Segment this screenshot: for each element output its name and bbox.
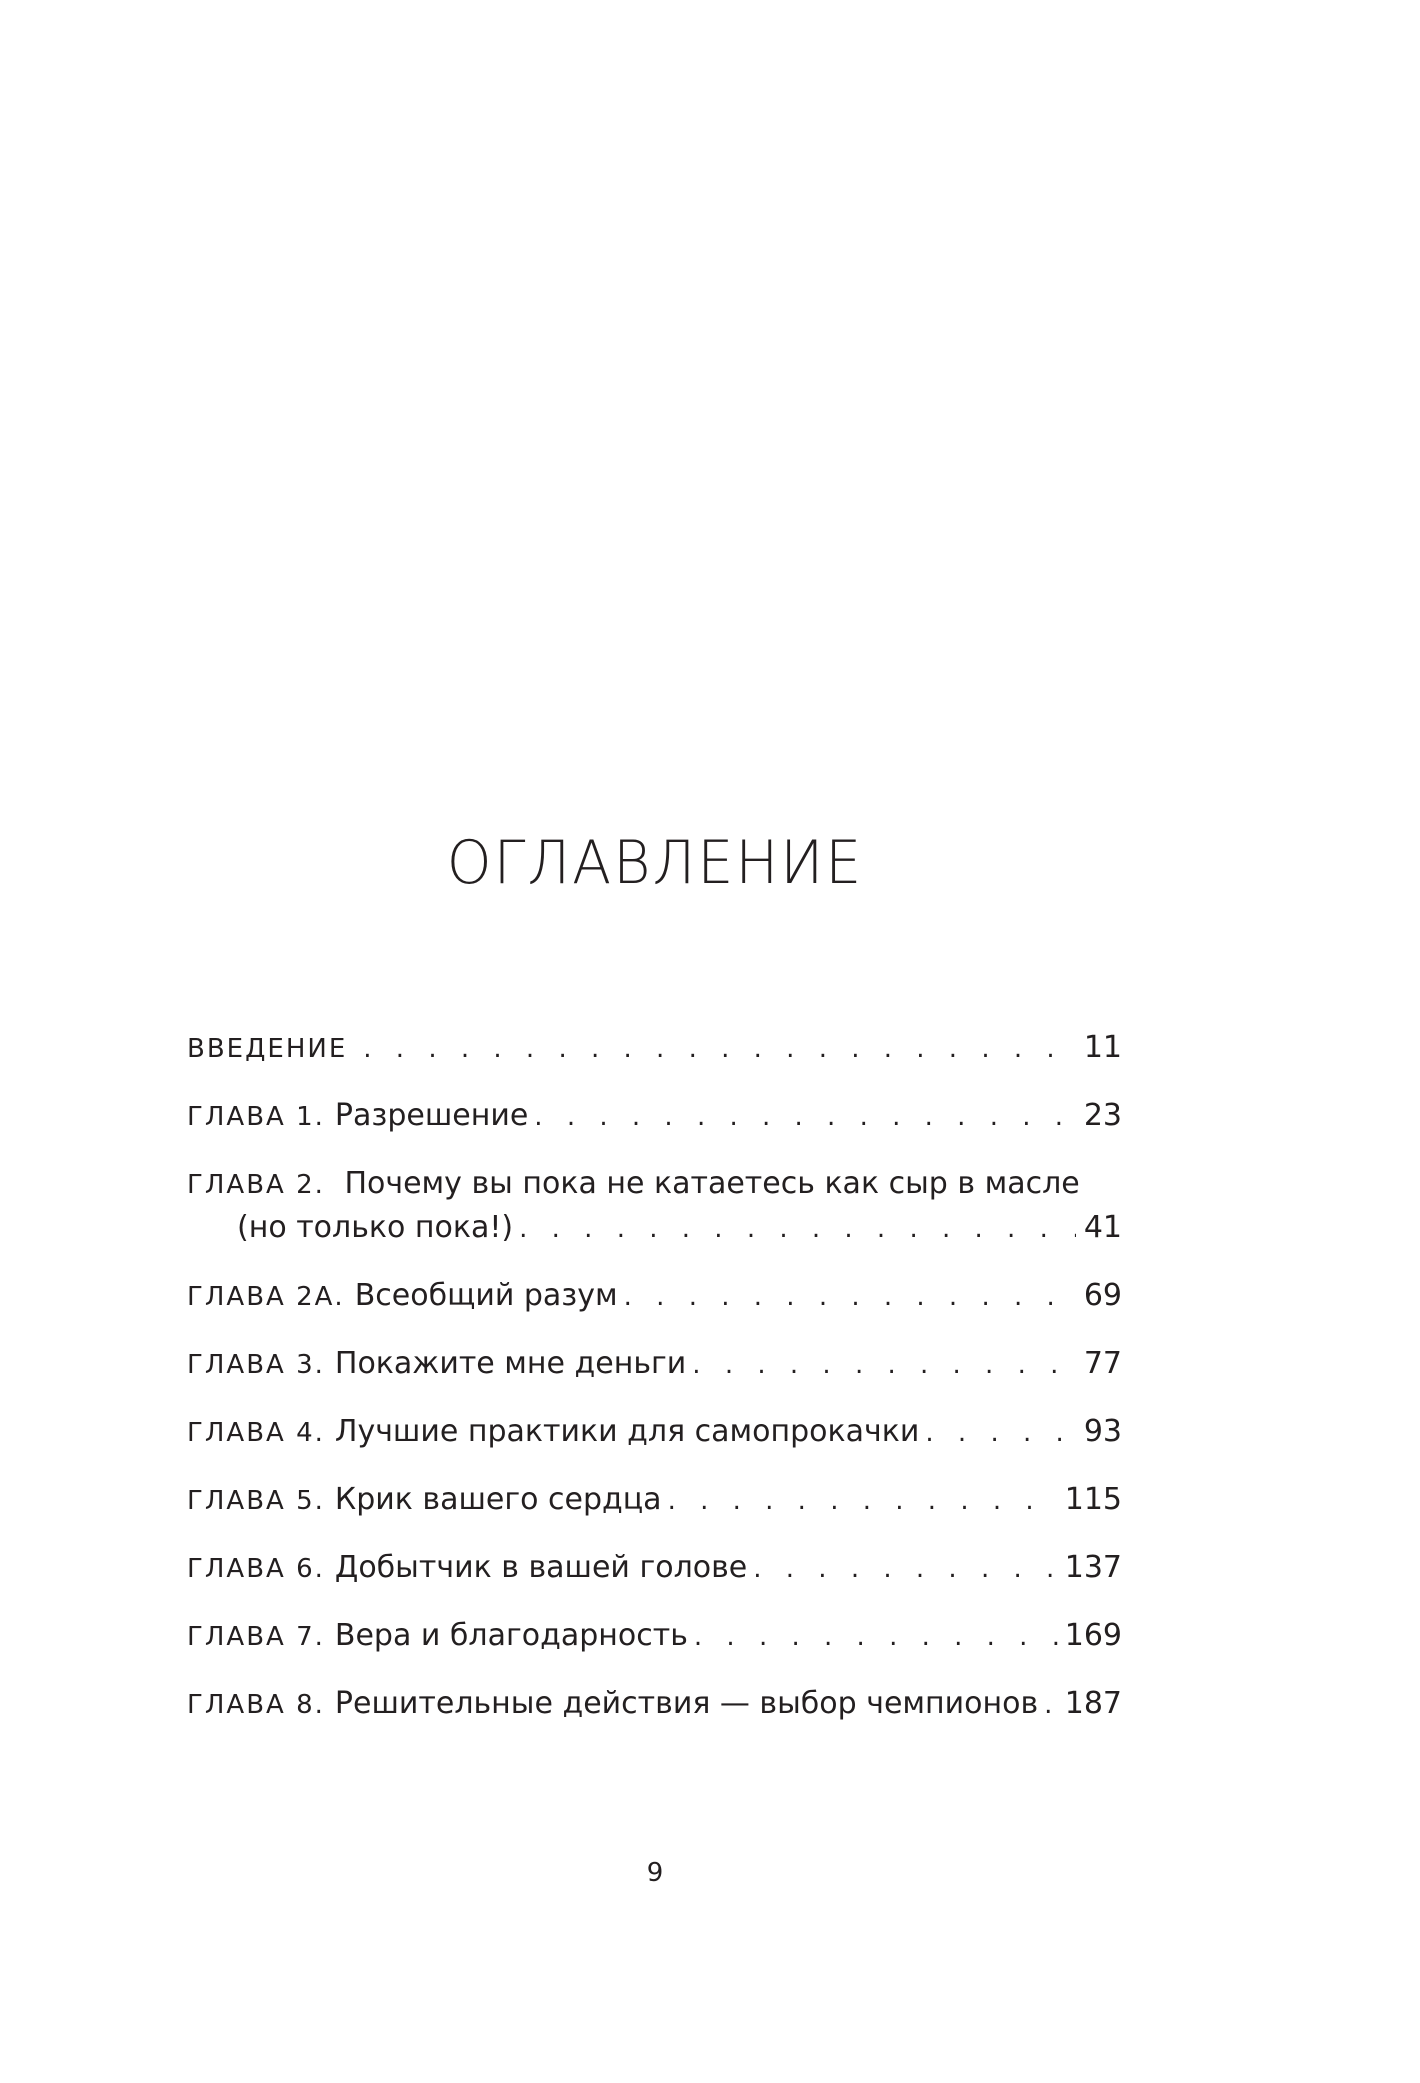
table-of-contents	[187, 1026, 1122, 1726]
dot-leader	[668, 1479, 1059, 1523]
toc-chapter-label: ГЛАВА 7.	[187, 1622, 325, 1652]
toc-entry-chapter-7[interactable]	[187, 1614, 1122, 1658]
toc-chapter-label: ГЛАВА 2А.	[187, 1282, 345, 1312]
dot-leader	[692, 1343, 1076, 1387]
toc-entry-chapter-6[interactable]	[187, 1546, 1122, 1590]
toc-page-number: 137	[1064, 1550, 1122, 1585]
toc-page-number: 23	[1083, 1098, 1122, 1133]
dot-leader	[694, 1615, 1059, 1659]
toc-page-number: 115	[1064, 1482, 1122, 1517]
toc-chapter-label: ГЛАВА 4.	[187, 1418, 325, 1448]
toc-chapter-label: ГЛАВА 3.	[187, 1350, 325, 1380]
page-title: ОГЛАВЛЕНИЕ	[446, 828, 864, 898]
toc-chapter-label: ГЛАВА 5.	[187, 1486, 325, 1516]
toc-chapter-label: ВВЕДЕНИЕ	[187, 1034, 348, 1064]
toc-chapter-title: Всеобщий разум	[354, 1278, 618, 1313]
toc-page-number: 77	[1083, 1346, 1122, 1381]
toc-chapter-label: ГЛАВА 1.	[187, 1102, 325, 1132]
toc-chapter-label: ГЛАВА 2.	[187, 1170, 325, 1200]
toc-entry-chapter-4[interactable]	[187, 1410, 1122, 1454]
toc-page-number: 93	[1083, 1414, 1122, 1449]
toc-chapter-title: Разрешение	[334, 1098, 529, 1133]
dot-leader	[753, 1547, 1059, 1591]
toc-chapter-label: ГЛАВА 6.	[187, 1554, 325, 1584]
dot-leader	[1044, 1683, 1059, 1727]
dot-leader	[363, 1027, 1076, 1071]
toc-entry-chapter-3[interactable]	[187, 1342, 1122, 1386]
toc-page-number: 41	[1083, 1210, 1122, 1245]
dot-leader	[519, 1207, 1076, 1251]
toc-chapter-title: Вера и благодарность	[334, 1618, 688, 1653]
toc-entry-chapter-2a[interactable]	[187, 1274, 1122, 1318]
toc-page-number: 187	[1064, 1686, 1122, 1721]
toc-entry-chapter-5[interactable]	[187, 1478, 1122, 1522]
toc-page-number: 11	[1083, 1030, 1122, 1065]
toc-entry-chapter-8[interactable]	[187, 1682, 1122, 1726]
toc-chapter-title: Решительные действия — выбор чемпионов	[334, 1686, 1039, 1721]
toc-page-number: 69	[1083, 1278, 1122, 1313]
dot-leader	[534, 1095, 1076, 1139]
page-number-folio: 9	[646, 1858, 664, 1888]
toc-entry-introduction[interactable]	[187, 1026, 1122, 1070]
toc-entry-chapter-1[interactable]	[187, 1094, 1122, 1138]
dot-leader	[925, 1411, 1076, 1455]
toc-chapter-label: ГЛАВА 8.	[187, 1690, 325, 1720]
toc-page-number: 169	[1064, 1618, 1122, 1653]
toc-chapter-title-continued: (но только пока!)	[237, 1210, 514, 1245]
toc-entry-chapter-2[interactable]	[187, 1162, 1122, 1250]
toc-chapter-title: Добытчик в вашей голове	[334, 1550, 748, 1585]
toc-chapter-title: Крик вашего сердца	[334, 1482, 662, 1517]
dot-leader	[624, 1275, 1076, 1319]
toc-chapter-title: Почему вы пока не катаетесь как сыр в масле	[344, 1166, 1080, 1201]
toc-chapter-title: Покажите мне деньги	[334, 1346, 687, 1381]
toc-chapter-title: Лучшие практики для самопрокачки	[334, 1414, 920, 1449]
